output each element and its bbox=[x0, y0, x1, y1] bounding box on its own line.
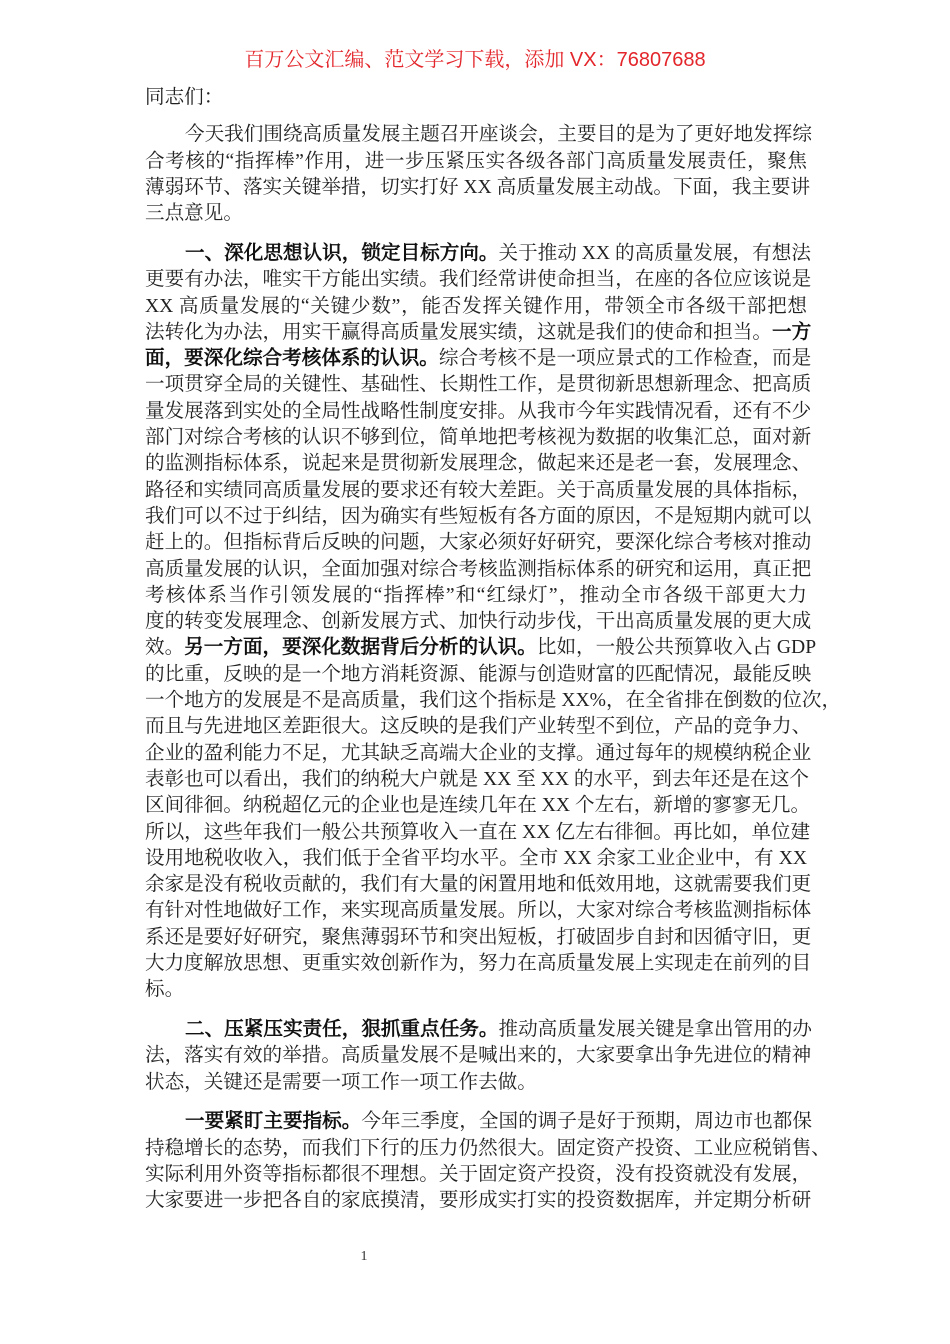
paragraph bbox=[145, 1017, 812, 1096]
bold-heading-text: 另一方面，要深化数据背后分析的认识。 bbox=[184, 637, 537, 659]
text-line bbox=[145, 662, 812, 688]
bold-heading-text: 一方 bbox=[772, 321, 812, 343]
paragraph bbox=[145, 1109, 831, 1214]
body-text: 区间徘徊。纳税超亿元的企业也是连续几年在 XX 个左右，新增的寥寥无几。 bbox=[145, 795, 811, 817]
text-line bbox=[145, 1162, 812, 1188]
text-line bbox=[145, 1136, 831, 1162]
text-line bbox=[145, 925, 812, 951]
body-text: 大力度解放思想、更重实效创新作为，努力在高质量发展上实现走在前列的目 bbox=[145, 953, 812, 974]
body-text: 系还是要好好研究，聚焦薄弱环节和突出短板，打破固步自封和因循守旧，更 bbox=[145, 926, 812, 948]
body-text: 我们可以不过于纠结，因为确实有些短板有各方面的原因，不是短期内就可以 bbox=[145, 505, 812, 527]
text-line bbox=[145, 346, 812, 372]
body-text: 推动高质量发展关键是拿出管用的办 bbox=[498, 1019, 812, 1041]
text-line bbox=[145, 767, 810, 793]
body-text: 关于推动 XX 的高质量发展，有想法 bbox=[498, 242, 811, 264]
body-text: 持稳增长的态势，而我们下行的压力仍然很大。固定资产投资、工业应税销售、 bbox=[145, 1137, 831, 1159]
body-text: 三点意见。 bbox=[145, 203, 243, 225]
text-line bbox=[145, 451, 812, 477]
body-text: 企业的盈利能力不足，尤其缺乏高端大企业的支撑。通过每年的规模纳税企业 bbox=[145, 742, 812, 764]
body-text: 法转化为办法，用实干赢得高质量发展实绩，这就是我们的使命和担当。 bbox=[145, 321, 772, 343]
body-text: 状态，关键还是需要一项工作一项工作去做。 bbox=[145, 1071, 537, 1093]
text-line bbox=[145, 294, 807, 320]
text-line bbox=[145, 122, 812, 148]
body-text: 度的转变发展理念、创新发展方式、加快行动步伐，干出高质量发展的更大成 bbox=[145, 611, 812, 633]
text-line bbox=[145, 820, 811, 846]
body-text: 设用地税收收入，我们低于全省平均水平。全市 XX 余家工业企业中，有 XX bbox=[145, 847, 807, 869]
text-line bbox=[145, 175, 811, 201]
paragraphs bbox=[145, 122, 842, 1214]
body-text: 实际利用外资等指标都很不理想。关于固定资产投资，没有投资就没有发展， bbox=[145, 1164, 812, 1186]
text-line bbox=[145, 1043, 812, 1069]
text-line bbox=[145, 504, 812, 530]
body-text: 一项贯穿全局的关键性、基础性、长期性工作，是贯彻新思想新理念、把高质 bbox=[145, 374, 812, 396]
paragraph bbox=[145, 241, 842, 1004]
body-text: 综合考核不是一项应景式的工作检查，而是 bbox=[438, 348, 812, 370]
paragraph bbox=[145, 122, 812, 227]
text-line bbox=[145, 320, 812, 346]
watermark-banner: 百万公文汇编、范文学习下载，添加 VX：76807688 bbox=[244, 49, 706, 71]
text-line bbox=[145, 688, 842, 714]
body-text: 比如，一般公共预算收入占 GDP bbox=[536, 637, 817, 659]
text-line bbox=[145, 635, 817, 661]
body-text: 有针对性地做好工作，来实现高质量发展。所以，大家对综合考核监测指标体 bbox=[145, 900, 812, 922]
text-line bbox=[145, 149, 807, 175]
text-line bbox=[145, 241, 811, 267]
salutation: 同志们： bbox=[145, 87, 224, 108]
body-text: 赶上的。但指标背后反映的问题，大家必须好好研究，要深化综合考核对推动 bbox=[145, 532, 812, 554]
text-line bbox=[145, 583, 807, 609]
body-text: 表彰也可以看出，我们的纳税大户就是 XX 至 XX 的水平，到去年还是在这个 bbox=[145, 768, 810, 790]
body-text: 法，落实有效的举措。高质量发展不是喊出来的，大家要拿出争先进位的精神 bbox=[145, 1045, 812, 1067]
body-text: 所以，这些年我们一般公共预算收入一直在 XX 亿左右徘徊。再比如，单位建 bbox=[145, 821, 811, 843]
body-text: 考核体系当作引领发展的“指挥棒”和“红绿灯”，推动全市各级干部更大力 bbox=[145, 584, 807, 606]
text-line bbox=[145, 977, 807, 1003]
bold-heading-text: 面，要深化综合考核体系的认识。 bbox=[145, 348, 439, 370]
text-line bbox=[145, 1017, 812, 1043]
document-body bbox=[145, 85, 842, 1228]
text-line bbox=[145, 741, 812, 767]
body-text: 薄弱环节、落实关键举措，切实打好 XX 高质量发展主动战。下面，我主要讲 bbox=[145, 176, 811, 198]
text-line bbox=[145, 872, 812, 898]
body-text: 量发展落到实处的全局性战略性制度安排。从我市今年实践情况看，还有不少 bbox=[145, 400, 812, 422]
body-text: 高质量发展的认识，全面加强对综合考核监测指标体系的研究和运用，真正把 bbox=[145, 558, 812, 580]
body-text: 的比重，反映的是一个地方消耗资源、能源与创造财富的匹配情况，最能反映 bbox=[145, 663, 812, 685]
body-text: 更要有办法，唯实干方能出实绩。我们经常讲使命担当，在座的各位应该说是 bbox=[145, 269, 812, 291]
body-text: 部门对综合考核的认识不够到位，简单地把考核视为数据的收集汇总，面对新 bbox=[145, 427, 812, 449]
bold-heading-text: 一要紧盯主要指标。 bbox=[185, 1111, 362, 1133]
text-line bbox=[145, 201, 807, 227]
text-line bbox=[145, 714, 812, 740]
body-text: 大家要进一步把各自的家底摸清，要形成实打实的投资数据库，并定期分析研 bbox=[145, 1190, 812, 1212]
body-text: 的监测指标体系，说起来是贯彻新发展理念，做起来还是老一套，发展理念、 bbox=[145, 453, 812, 475]
body-text: 今天我们围绕高质量发展主题召开座谈会，主要目的是为了更好地发挥综 bbox=[185, 124, 812, 146]
text-line bbox=[145, 399, 812, 425]
body-text: XX 高质量发展的“关键少数”，能否发挥关键作用，带领全市各级干部把想 bbox=[145, 295, 807, 317]
body-text: 标。 bbox=[145, 979, 185, 1001]
body-text: 效。 bbox=[145, 637, 185, 659]
text-line bbox=[145, 898, 812, 924]
text-line bbox=[145, 1188, 812, 1214]
body-text: 今年三季度，全国的调子是好于预期，周边市也都保 bbox=[361, 1111, 812, 1133]
text-line bbox=[145, 951, 812, 977]
text-line bbox=[145, 530, 812, 556]
body-text: 而且与先进地区差距很大。这反映的是我们产业转型不到位，产品的竞争力、 bbox=[145, 716, 812, 738]
bold-heading-text: 二、压紧压实责任，狠抓重点任务。 bbox=[185, 1019, 499, 1041]
text-line bbox=[145, 425, 812, 451]
text-line bbox=[145, 557, 812, 583]
text-line bbox=[145, 1070, 807, 1096]
text-line bbox=[145, 372, 812, 398]
text-line bbox=[145, 793, 811, 819]
text-line bbox=[145, 846, 807, 872]
body-text: 路径和实绩同高质量发展的要求还有较大差距。关于高质量发展的具体指标， bbox=[145, 479, 812, 501]
body-text: 一个地方的发展是不是高质量，我们这个指标是 XX%，在全省排在倒数的位次， bbox=[145, 690, 842, 712]
body-text: 合考核的“指挥棒”作用，进一步压紧压实各级各部门高质量发展责任，聚焦 bbox=[145, 150, 807, 172]
text-line bbox=[145, 267, 812, 293]
body-text: 余家是没有税收贡献的，我们有大量的闲置用地和低效用地，这就需要我们更 bbox=[145, 874, 812, 896]
bold-heading-text: 一、深化思想认识，锁定目标方向。 bbox=[185, 242, 499, 264]
page-number: 1 bbox=[360, 1249, 368, 1264]
text-line bbox=[145, 609, 812, 635]
text-line bbox=[145, 478, 812, 504]
text-line bbox=[145, 1109, 812, 1135]
